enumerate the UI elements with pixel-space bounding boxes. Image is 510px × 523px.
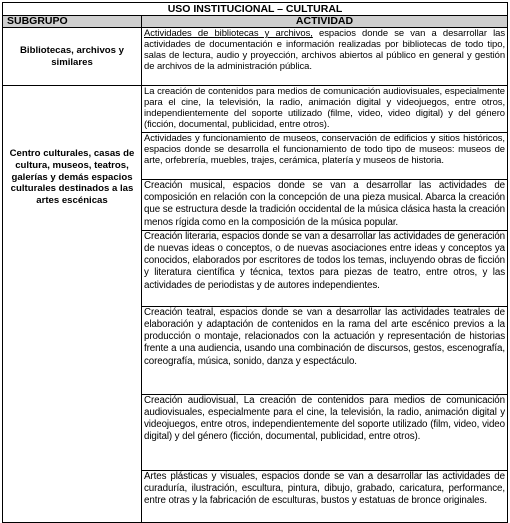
- subgroup-cell: Centro culturales, casas de cultura, museos, teatros, galerías y demás espacios culturales destinados a las artes escénicas: [3, 86, 142, 523]
- land-use-table: [2, 2, 508, 523]
- header-activity: ACTIVIDAD: [142, 16, 508, 28]
- activity-lead: Actividades de bibliotecas y archivos,: [144, 28, 313, 39]
- table-row: [3, 86, 508, 133]
- table-title-row: [3, 3, 508, 16]
- header-subgroup: SUBGRUPO: [3, 16, 142, 28]
- activity-text: espacios donde se van a desarrollar las actividades de documentación e información realizadas por bibliotecas de todo tipo, salas de lectura, audio y proyección, archivos abiertos al público en general y gestión de archivos de la administración pública.: [144, 28, 506, 73]
- activity-cell: Creación musical, espacios donde se van a desarrollar las actividades de composición en relación con la concepción de una pieza musical. Abarca la creación que se estructura desde la tradición occidental de la música clásica hasta la creación menos rígida como en la composición de la música popular.: [142, 180, 508, 231]
- activity-cell: Creación literaria, espacios donde se van a desarrollar las actividades de generación de nuevas ideas o conceptos, o de nuevas asociaciones entre ideas y conceptos ya conocidos, elaborados por escritores de todos los temas, incluyendo obras de ficción y literatura científica y técnica, textos para piezas de teatro, entre otros, y las actividades de periodistas y de autores independientes.: [142, 230, 508, 306]
- activity-cell: Creación teatral, espacios donde se van a desarrollar las actividades teatrales de elaboración y adaptación de contenidos en la rama del arte escénico previos a la producción o montaje, relacionados con la actuación y representación de historias frente a una audiencia, usando una combinación de discursos, gestos, escenografía, coreografía, música, sonido, danza y espectáculo.: [142, 306, 508, 394]
- activity-cell: [142, 28, 508, 86]
- activity-cell: Artes plásticas y visuales, espacios donde se van a desarrollar las actividades de curaduría, ilustración, escultura, pintura, dibujo, grabado, caricatura, performance, entre otras y la fabricación de esculturas, bustos y estatuas de bronce originales.: [142, 470, 508, 522]
- table-row: [3, 28, 508, 86]
- table-header-row: [3, 16, 508, 28]
- table-title: USO INSTITUCIONAL – CULTURAL: [3, 3, 508, 16]
- activity-cell: Creación audiovisual, La creación de contenidos para medios de comunicación audiovisuales, especialmente para el cine, la televisión, la radio, animación digital y videojuegos, entre otros, independientemente del soporte utilizado (film, video, video digital) y del género (ficción, documental, publicidad, entre otros).: [142, 394, 508, 470]
- subgroup-cell: Bibliotecas, archivos y similares: [3, 28, 142, 86]
- activity-cell: La creación de contenidos para medios de comunicación audiovisuales, especialmente para el cine, la televisión, la radio, animación digital y videojuegos, entre otros, independientemente del soporte utilizado (filme, video, video digital) y del género (ficción, documental, publicidad, entre otros).: [142, 86, 508, 133]
- activity-cell: Actividades y funcionamiento de museos, conservación de edificios y sitios históricos, espacios donde se desarrolla el funcionamiento de todo tipo de museos: museos de arte, orfebrería, muebles, trajes, cerámica, platería y museos de historia.: [142, 133, 508, 180]
